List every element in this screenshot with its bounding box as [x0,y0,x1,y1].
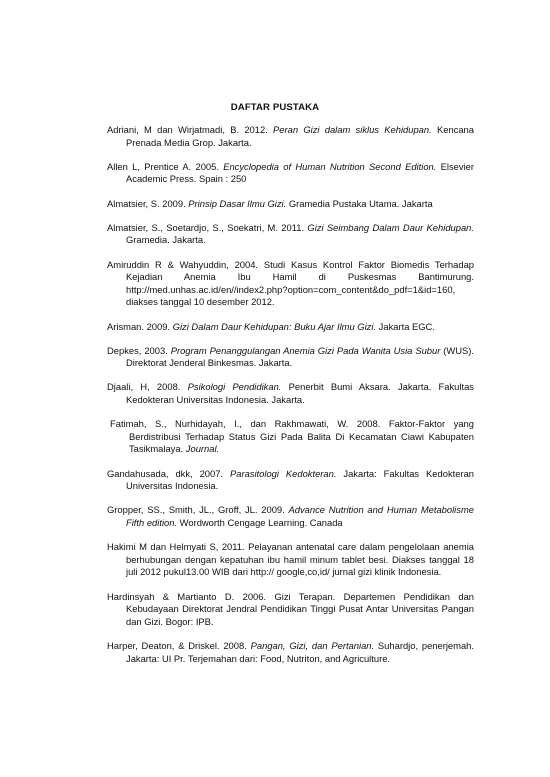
reference-title: Advance Nutrition and Human Metabolisme Fifth edition. [126,504,474,528]
reference-entry [107,381,474,406]
reference-publisher: Jakarta EGC. [376,320,435,332]
reference-publisher: Penerbit Bumi Aksara. Jakarta. Fakultas Kedokteran Universitas Indonesia. Jakarta. [126,381,474,406]
reference-publisher: Suhardjo, penerjemah. Jakarta: UI Pr. Terjemahan dari: Food, Nutriton, and Agriculture. [126,639,474,664]
reference-publisher: Gramedia Pustaka Utama. Jakarta [286,197,433,209]
reference-text: Arisman. 2009. [107,320,173,332]
reference-publisher: (WUS). Direktorat Jenderal Binkesmas. Jakarta. [126,344,475,369]
reference-text: Harper, Deaton, & Driskel. 2008. [107,639,251,651]
reference-publisher: Wordworth Cengage Learning. Canada [177,517,343,528]
reference-text: Gandahusada, dkk, 2007. [107,467,230,479]
reference-text: Djaali, H, 2008. [107,381,188,393]
reference-text: Hakimi M dan Helmyati S, 2011. Pelayanan antenatal care dalam pengelolaan anemia berhubungan dengan kepatuhan ibu hamil minum tablet besi. Diakses tanggal 18 juli 2012 pukul13.00 WIB dari http:// google,co,id/ jurnal gizi klinik Indonesia. [107,541,474,578]
reference-title: Psikologi Pendidikan. [187,381,282,393]
reference-text: Allen L, Prentice A. 2005. [107,160,224,172]
reference-entry [107,321,474,334]
reference-publisher: Elsevier Academic Press. Spain : 250 [126,160,474,185]
reference-title: Journal. [185,443,220,455]
reference-text: Depkes, 2003. [107,344,171,356]
reference-entry [107,591,474,629]
reference-entry [107,161,474,186]
reference-text: Gropper, SS., Smith, JL., Groff, JL. 2009. [107,504,289,516]
reference-entry [107,259,474,309]
reference-entry [107,468,474,493]
reference-entry [107,222,474,247]
reference-title: Gizi Seimbang Dalam Daur Kehidupan. [307,221,474,233]
reference-title: Program Penanggulangan Anemia Gizi Pada Wanita Usia Subur [170,344,441,356]
reference-title: Pangan, Gizi, dan Pertanian. [250,639,375,651]
reference-text: Almatsier, S. 2009. [107,197,189,209]
reference-entry [110,418,474,456]
page-title: DAFTAR PUSTAKA [230,102,320,113]
reference-entry [107,504,474,529]
reference-title: Prinsip Dasar Ilmu Gizi. [188,197,287,209]
reference-entry [107,640,474,665]
reference-publisher: Gramedia. Jakarta. [126,234,206,246]
reference-entry [107,198,474,211]
reference-entry [107,345,474,370]
reference-text: Amiruddin R & Wahyuddin, 2004. Studi Kasus Kontrol Faktor Biomedis Terhadap Kejadian Anemia Ibu Hamil di Puskesmas Bantimurung. http://med.unhas.ac.id/en//index2.php?option=com_content&do_pdf=1&id=160, diakses tanggal 10 desember 2012. [107,258,474,308]
reference-title: Parasitologi Kedokteran. [229,467,337,479]
reference-entry [107,541,474,579]
reference-publisher: Jakarta: Fakultas Kedokteran Universitas Indonesia. [126,467,475,492]
reference-list [107,124,474,677]
reference-entry [107,124,474,149]
reference-title: Peran Gizi dalam siklus Kehidupan. [273,124,432,135]
reference-text: Adriani, M dan Wirjatmadi, B. 2012. [107,124,274,135]
reference-title: Encyclopedia of Human Nutrition Second Edition. [223,160,437,172]
reference-text: Almatsier, S., Soetardjo, S., Soekatri, M. 2011. [107,221,308,233]
reference-text: Fatimah, S., Nurhidayah, I., dan Rakhmawati, W. 2008. Faktor-Faktor yang Berdistribusi Terhadap Status Gizi Pada Balita Di Kecamatan Ciawi Kabupaten Tasikmalaya. [110,418,474,455]
reference-publisher: Kencana Prenada Media Grop. Jakarta. [126,124,474,148]
reference-title: Gizi Dalam Daur Kehidupan: Buku Ajar Ilmu Gizi. [172,320,377,332]
reference-text: Hardinsyah & Martianto D. 2006. Gizi Terapan. Departemen Pendidikan dan Kebudayaan Direktorat Jendral Pendidikan Tinggi Pusat Antar Universitas Pangan dan Gizi. Bogor: IPB. [107,590,474,627]
